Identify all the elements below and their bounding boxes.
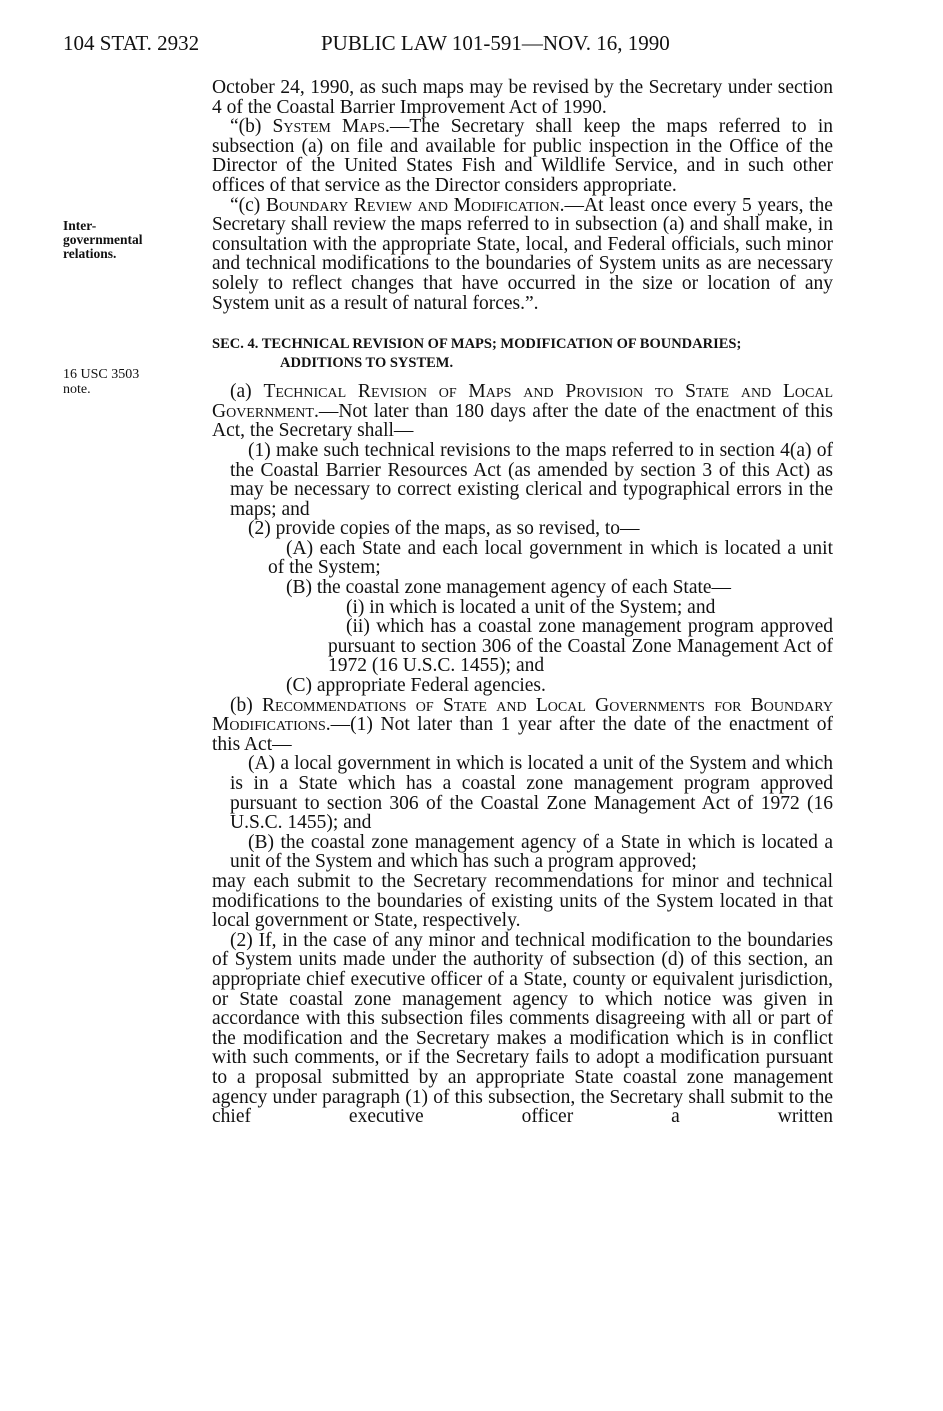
stat-page-number: 104 STAT. 2932 xyxy=(63,31,200,55)
margin-note-text: 16 USC 3503 note. xyxy=(63,367,140,397)
subsection-heading: Recommendations of State and Local Governments for Boundary Modifications. xyxy=(212,694,833,736)
list-item: (1) make such technical revisions to the maps referred to in section 4(a) of the Coastal Barrier Resources Act (as amended by section 3 of this Act) as may be necessary to correct existing clerical and typographical errors in the maps; and xyxy=(230,439,833,520)
paragraph-technical-revision: (a) Technical Revision of Maps and Provision to State and Local Government.—Not later than 180 days after the date of the enactment of this Act, the Secretary shall— xyxy=(212,381,833,442)
subsection-heading: System Maps. xyxy=(272,116,390,138)
subsection-heading: Technical Revision of Maps and Provision to State and Local Government. xyxy=(212,381,833,422)
paragraph-disagreement: (2) If, in the case of any minor and technical modification to the boundaries of System units made under the authority of subsection (d) of this section, an appropriate chief executive officer of a State, county or equivalent jurisdiction, or State coastal zone management agency to which notice was given in accordance with this subsection files comments disagreeing with all or part of the modification and the Secretary makes a modification which is in conflict with such comments, or if the Secretary fails to adopt a modification pursuant to a proposal submitted by an appropriate State coastal zone management agency under paragraph (1) of this subsection, the Secretary shall submit to the chief executive officer a written xyxy=(212,929,833,1128)
list-item: (A) each State and each local government in which is located a unit of the System; xyxy=(268,537,833,579)
document-body xyxy=(212,78,833,1127)
list-item: (C) appropriate Federal agencies. xyxy=(286,675,546,697)
subsection-heading: Boundary Review and Modification. xyxy=(265,194,565,216)
paragraph-system-maps: “(b) System Maps.—The Secretary shall keep the maps referred to in subsection (a) on file and available for public inspection in the Office of the Director of the United States Fish and Wildlife Service, and in such other offices of that service as the Director considers appropriate. xyxy=(212,116,833,196)
list-item: (2) provide copies of the maps, as so revised, to— xyxy=(248,518,640,540)
margin-note-usc xyxy=(63,367,198,397)
section-heading: SEC. 4. TECHNICAL REVISION OF MAPS; MODIFICATION OF BOUNDARIES; ADDITIONS TO SYSTEM. xyxy=(212,336,742,372)
paragraph-continuation: October 24, 1990, as such maps may be revised by the Secretary under section 4 of the Coastal Barrier Improvement Act of 1990. xyxy=(212,77,833,118)
list-item: (i) in which is located a unit of the System; and xyxy=(346,596,716,618)
list-item: (A) a local government in which is located a unit of the System and which is in a State which has a coastal zone management program approved pursuant to section 306 of the Coastal Zone Management Act of 1972 (16 U.S.C. 1455); and xyxy=(230,753,833,834)
paragraph-boundary-review: “(c) Boundary Review and Modification.—At least once every 5 years, the Secretary shall review the maps referred to in subsection (a) and shall make, in consultation with the appropriate State, local, and Federal officials, such minor and technical modifications to the boundaries of System units as are necessary solely to reflect changes that have occurred in the size or location of any System unit as a result of natural forces.”. xyxy=(212,194,833,314)
margin-note-intergovernmental xyxy=(63,219,198,261)
paragraph-closing: may each submit to the Secretary recommendations for minor and technical modifications to the boundaries of existing units of the System located in that local government or State, respectively. xyxy=(212,870,833,932)
law-title: PUBLIC LAW 101-591—NOV. 16, 1990 xyxy=(321,31,670,55)
list-item: (B) the coastal zone management agency of a State in which is located a unit of the System and which has such a program approved; xyxy=(230,831,833,873)
list-item: (ii) which has a coastal zone management program approved pursuant to section 306 of the Coastal Zone Management Act of 1972 (16 U.S.C. 1455); and xyxy=(328,616,833,677)
list-item: (B) the coastal zone management agency of each State— xyxy=(286,577,732,599)
margin-note-text: Inter- governmental relations. xyxy=(63,218,143,261)
paragraph-recommendations: (b) Recommendations of State and Local Governments for Boundary Modifications.—(1) Not later than 1 year after the date of the enactment of this Act— xyxy=(212,694,833,755)
